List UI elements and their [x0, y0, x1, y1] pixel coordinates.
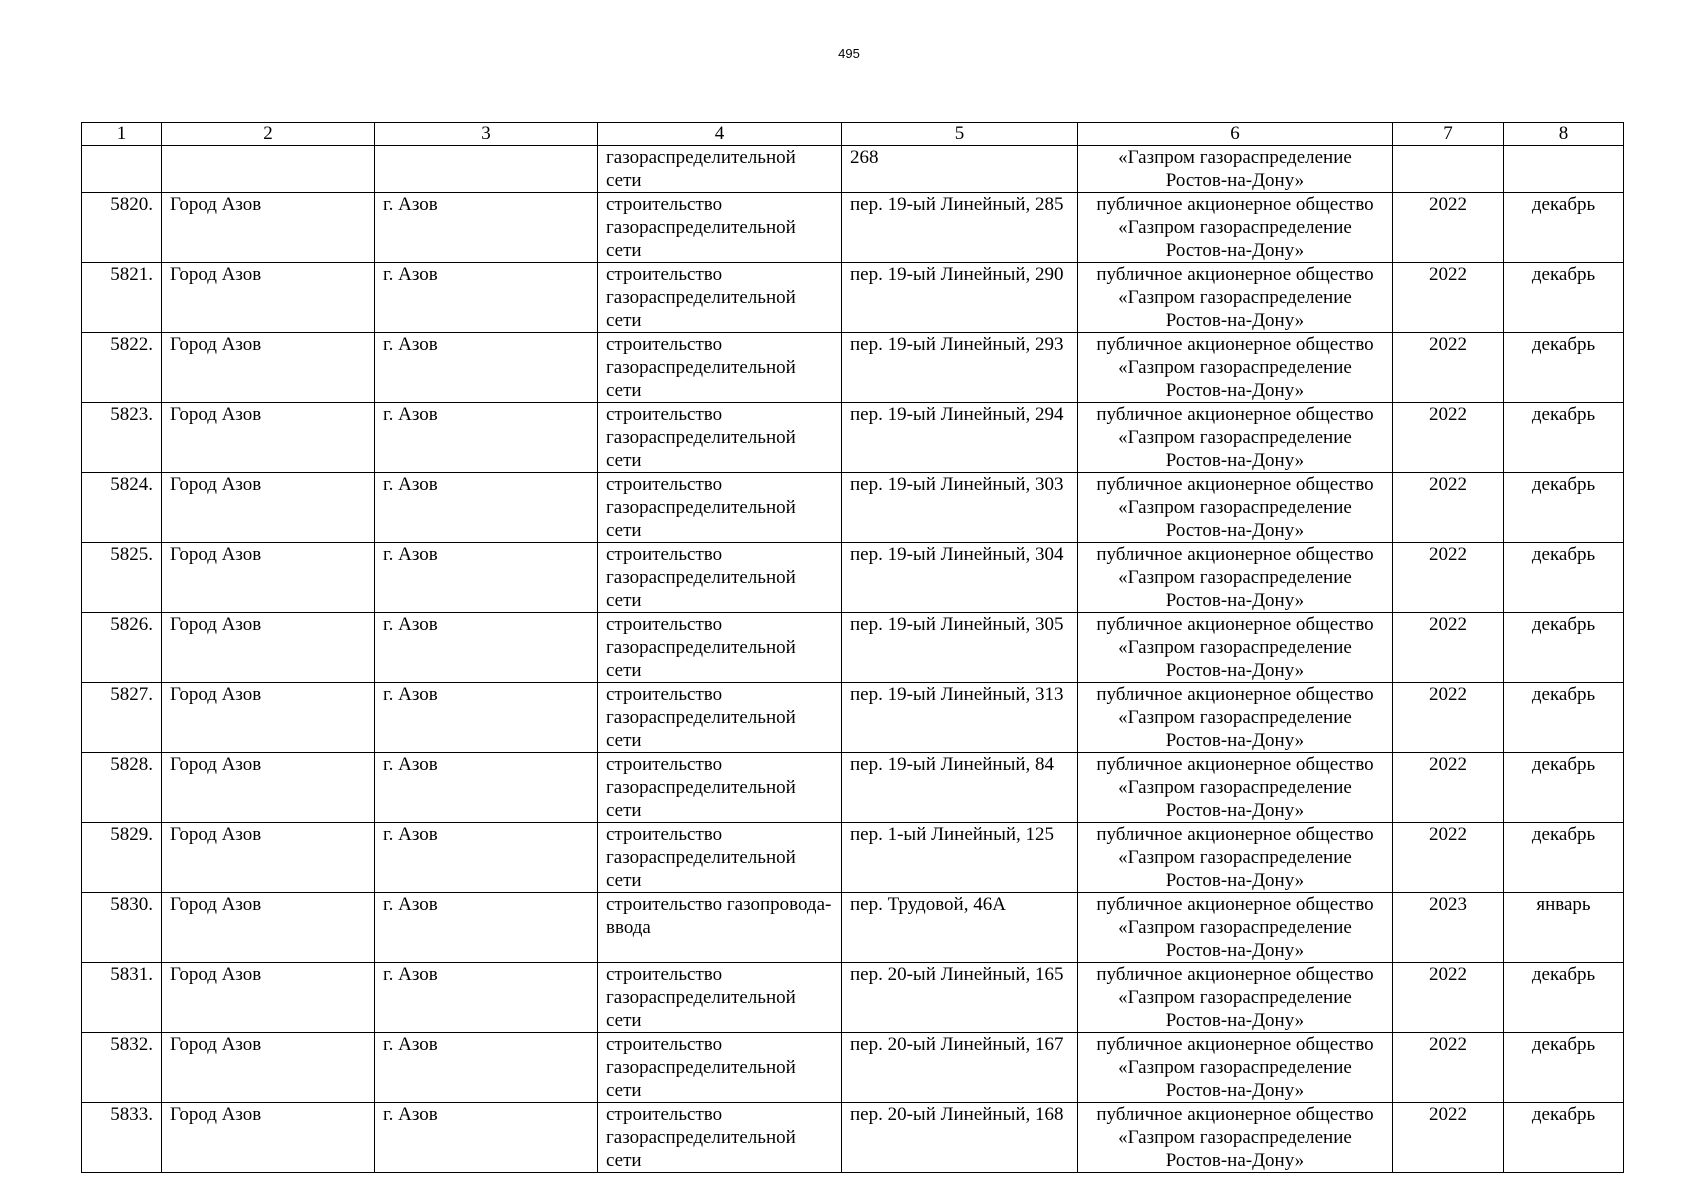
municipality-cell: Город Азов: [162, 193, 375, 263]
municipality-cell: Город Азов: [162, 473, 375, 543]
work-type-cell: строительство газораспределительной сети: [598, 193, 842, 263]
page-number: 495: [838, 46, 860, 61]
year-cell: 2022: [1393, 333, 1504, 403]
settlement-cell: г. Азов: [375, 403, 598, 473]
organization-cell: публичное акционерное общество «Газпром газораспределение Ростов-на-Дону»: [1078, 193, 1393, 263]
year-cell: 2022: [1393, 1033, 1504, 1103]
organization-cell: публичное акционерное общество «Газпром газораспределение Ростов-на-Дону»: [1078, 1103, 1393, 1173]
row-number: 5827.: [82, 683, 162, 753]
column-header: 2: [162, 123, 375, 146]
address-cell: пер. 19-ый Линейный, 303: [842, 473, 1078, 543]
municipality-cell: Город Азов: [162, 753, 375, 823]
organization-cell: публичное акционерное общество «Газпром газораспределение Ростов-на-Дону»: [1078, 753, 1393, 823]
table-row: [82, 473, 1624, 543]
column-header: 1: [82, 123, 162, 146]
year-cell: 2022: [1393, 683, 1504, 753]
column-header: 6: [1078, 123, 1393, 146]
row-number: 5825.: [82, 543, 162, 613]
data-table: [81, 122, 1624, 1173]
year-cell: 2022: [1393, 753, 1504, 823]
municipality-cell: Город Азов: [162, 1033, 375, 1103]
table-row: [82, 753, 1624, 823]
organization-cell: публичное акционерное общество «Газпром газораспределение Ростов-на-Дону»: [1078, 403, 1393, 473]
row-number: 5823.: [82, 403, 162, 473]
table-row: [82, 613, 1624, 683]
month-cell: январь: [1504, 893, 1624, 963]
address-cell: пер. 19-ый Линейный, 285: [842, 193, 1078, 263]
row-number: 5829.: [82, 823, 162, 893]
month-cell: декабрь: [1504, 613, 1624, 683]
column-header: 8: [1504, 123, 1624, 146]
work-type-cell: газораспределительной сети: [598, 146, 842, 193]
address-cell: пер. 20-ый Линейный, 165: [842, 963, 1078, 1033]
municipality-cell: Город Азов: [162, 613, 375, 683]
address-cell: пер. 20-ый Линейный, 168: [842, 1103, 1078, 1173]
work-type-cell: строительство газораспределительной сети: [598, 263, 842, 333]
organization-cell: публичное акционерное общество «Газпром газораспределение Ростов-на-Дону»: [1078, 333, 1393, 403]
table-row: [82, 146, 1624, 193]
address-cell: пер. 19-ый Линейный, 84: [842, 753, 1078, 823]
organization-cell: публичное акционерное общество «Газпром газораспределение Ростов-на-Дону»: [1078, 1033, 1393, 1103]
year-cell: 2022: [1393, 263, 1504, 333]
organization-cell: публичное акционерное общество «Газпром газораспределение Ростов-на-Дону»: [1078, 823, 1393, 893]
month-cell: декабрь: [1504, 263, 1624, 333]
organization-cell: «Газпром газораспределение Ростов-на-Дону»: [1078, 146, 1393, 193]
table-row: [82, 543, 1624, 613]
work-type-cell: строительство газораспределительной сети: [598, 333, 842, 403]
work-type-cell: строительство газораспределительной сети: [598, 543, 842, 613]
column-header: 4: [598, 123, 842, 146]
address-cell: 268: [842, 146, 1078, 193]
work-type-cell: строительство газораспределительной сети: [598, 473, 842, 543]
settlement-cell: г. Азов: [375, 263, 598, 333]
work-type-cell: строительство газораспределительной сети: [598, 963, 842, 1033]
settlement-cell: г. Азов: [375, 613, 598, 683]
row-number: 5831.: [82, 963, 162, 1033]
row-number: [82, 146, 162, 193]
organization-cell: публичное акционерное общество «Газпром газораспределение Ростов-на-Дону»: [1078, 543, 1393, 613]
address-cell: пер. 19-ый Линейный, 313: [842, 683, 1078, 753]
settlement-cell: г. Азов: [375, 823, 598, 893]
settlement-cell: г. Азов: [375, 193, 598, 263]
municipality-cell: Город Азов: [162, 893, 375, 963]
year-cell: 2023: [1393, 893, 1504, 963]
table-row: [82, 1033, 1624, 1103]
municipality-cell: Город Азов: [162, 963, 375, 1033]
row-number: 5821.: [82, 263, 162, 333]
row-number: 5830.: [82, 893, 162, 963]
address-cell: пер. 1-ый Линейный, 125: [842, 823, 1078, 893]
row-number: 5832.: [82, 1033, 162, 1103]
year-cell: 2022: [1393, 473, 1504, 543]
month-cell: декабрь: [1504, 1103, 1624, 1173]
municipality-cell: Город Азов: [162, 1103, 375, 1173]
row-number: 5826.: [82, 613, 162, 683]
municipality-cell: Город Азов: [162, 543, 375, 613]
row-number: 5828.: [82, 753, 162, 823]
municipality-cell: Город Азов: [162, 333, 375, 403]
address-cell: пер. Трудовой, 46А: [842, 893, 1078, 963]
month-cell: декабрь: [1504, 193, 1624, 263]
table-row: [82, 403, 1624, 473]
settlement-cell: г. Азов: [375, 1033, 598, 1103]
organization-cell: публичное акционерное общество «Газпром газораспределение Ростов-на-Дону»: [1078, 893, 1393, 963]
month-cell: декабрь: [1504, 1033, 1624, 1103]
municipality-cell: Город Азов: [162, 263, 375, 333]
table-row: [82, 823, 1624, 893]
work-type-cell: строительство газораспределительной сети: [598, 753, 842, 823]
address-cell: пер. 20-ый Линейный, 167: [842, 1033, 1078, 1103]
address-cell: пер. 19-ый Линейный, 294: [842, 403, 1078, 473]
month-cell: декабрь: [1504, 823, 1624, 893]
work-type-cell: строительство газопровода-ввода: [598, 893, 842, 963]
year-cell: 2022: [1393, 613, 1504, 683]
address-cell: пер. 19-ый Линейный, 305: [842, 613, 1078, 683]
settlement-cell: г. Азов: [375, 753, 598, 823]
month-cell: декабрь: [1504, 403, 1624, 473]
settlement-cell: г. Азов: [375, 893, 598, 963]
municipality-cell: Город Азов: [162, 823, 375, 893]
table-row: [82, 1103, 1624, 1173]
organization-cell: публичное акционерное общество «Газпром газораспределение Ростов-на-Дону»: [1078, 963, 1393, 1033]
table-row: [82, 893, 1624, 963]
year-cell: 2022: [1393, 1103, 1504, 1173]
year-cell: 2022: [1393, 403, 1504, 473]
address-cell: пер. 19-ый Линейный, 293: [842, 333, 1078, 403]
month-cell: декабрь: [1504, 473, 1624, 543]
work-type-cell: строительство газораспределительной сети: [598, 1033, 842, 1103]
table-row: [82, 683, 1624, 753]
table-row: [82, 963, 1624, 1033]
month-cell: декабрь: [1504, 543, 1624, 613]
month-cell: декабрь: [1504, 963, 1624, 1033]
year-cell: 2022: [1393, 963, 1504, 1033]
municipality-cell: [162, 146, 375, 193]
settlement-cell: [375, 146, 598, 193]
organization-cell: публичное акционерное общество «Газпром газораспределение Ростов-на-Дону»: [1078, 613, 1393, 683]
month-cell: декабрь: [1504, 333, 1624, 403]
work-type-cell: строительство газораспределительной сети: [598, 823, 842, 893]
organization-cell: публичное акционерное общество «Газпром газораспределение Ростов-на-Дону»: [1078, 263, 1393, 333]
address-cell: пер. 19-ый Линейный, 304: [842, 543, 1078, 613]
header-row: [82, 123, 1624, 146]
settlement-cell: г. Азов: [375, 333, 598, 403]
municipality-cell: Город Азов: [162, 683, 375, 753]
address-cell: пер. 19-ый Линейный, 290: [842, 263, 1078, 333]
row-number: 5833.: [82, 1103, 162, 1173]
row-number: 5824.: [82, 473, 162, 543]
municipality-cell: Город Азов: [162, 403, 375, 473]
month-cell: декабрь: [1504, 683, 1624, 753]
year-cell: 2022: [1393, 193, 1504, 263]
column-header: 3: [375, 123, 598, 146]
year-cell: 2022: [1393, 543, 1504, 613]
month-cell: декабрь: [1504, 753, 1624, 823]
row-number: 5820.: [82, 193, 162, 263]
organization-cell: публичное акционерное общество «Газпром газораспределение Ростов-на-Дону»: [1078, 473, 1393, 543]
settlement-cell: г. Азов: [375, 543, 598, 613]
year-cell: [1393, 146, 1504, 193]
month-cell: [1504, 146, 1624, 193]
work-type-cell: строительство газораспределительной сети: [598, 403, 842, 473]
work-type-cell: строительство газораспределительной сети: [598, 613, 842, 683]
table-row: [82, 333, 1624, 403]
table-row: [82, 263, 1624, 333]
settlement-cell: г. Азов: [375, 473, 598, 543]
row-number: 5822.: [82, 333, 162, 403]
column-header: 5: [842, 123, 1078, 146]
work-type-cell: строительство газораспределительной сети: [598, 1103, 842, 1173]
work-type-cell: строительство газораспределительной сети: [598, 683, 842, 753]
column-header: 7: [1393, 123, 1504, 146]
year-cell: 2022: [1393, 823, 1504, 893]
table-row: [82, 193, 1624, 263]
settlement-cell: г. Азов: [375, 683, 598, 753]
organization-cell: публичное акционерное общество «Газпром газораспределение Ростов-на-Дону»: [1078, 683, 1393, 753]
settlement-cell: г. Азов: [375, 963, 598, 1033]
settlement-cell: г. Азов: [375, 1103, 598, 1173]
table-body: [82, 146, 1624, 1173]
